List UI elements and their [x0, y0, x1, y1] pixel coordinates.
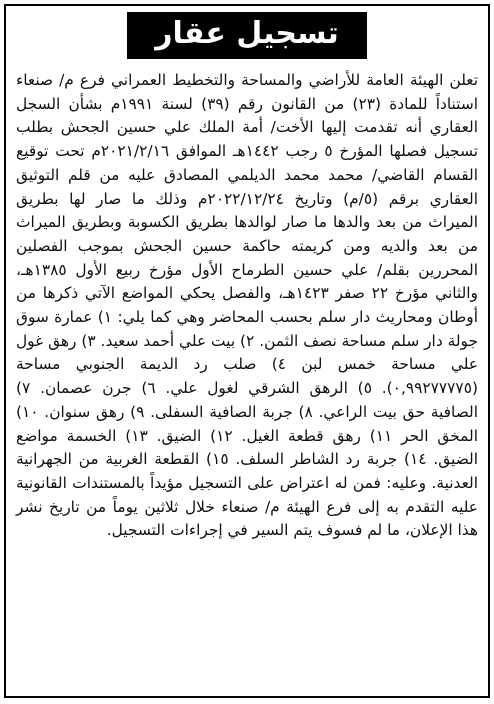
notice-body: تعلن الهيئة العامة للأراضي والمساحة والتخطيط العمراني فرع م/ صنعاء استناداً للمادة (٢٣) من القانون رقم (٣٩) لسنة ١٩٩١م بشأن السجل العقاري أنه تقدمت إليها الأخت/ أمة الملك علي حسين الجحش بطلب تسجيل فصلها المؤرخ ٥ رجب ١٤٤٢هـ الموافق ٢٠٢١/٢/١٦م تحت توقيع القسام القاضي/ محمد محمد الديلمي المصادق عليه من قلم التوثيق العقاري برقم (٥/م) وتاريخ ٢٠٢٢/١٢/٢٤م وذلك ما صار لها بطريق الميراث من بعد والدها ما صار لوالدها بطريق الكسوبة وبطريق الميراث من بعد والديه ومن كريمته حاكمة حسين الجحش بموجب الفصلين المحررين بقلم/ علي حسين الطرماح الأول مؤرخ ربيع الأول ١٣٨٥هـ، والثاني مؤرخ ٢٢ صفر ١٤٢٣هـ، والفصل يحكي المواضع الآتي ذكرها من أوطان ومحاريث دار سلم بحسب المحاضر وهي كما يلي: ١) عمارة سوق جولة دار سلم مساحة نصف الثمن. ٢) بيت علي أحمد سعيد. ٣) رهق غول علي مساحة خمس لبن ٤) صلب رد الديمة الجنوبي مساحة (٠,٩٩٢٧٧٧٧٥). ٥) الرهق الشرقي لغول علي. ٦) جرن عصمان. ٧) الصافية حق بيت الراعي. ٨) جربة الصافية السفلى. ٩) رهق سنوان. ١٠) المخق الحر ١١) رهق قطعة الغيل. ١٢) الضيق. ١٣) الخسمة مواضع الضيق. ١٤) جربة رد الشاطر السلف. ١٥) القطعة الغربية من الجهرانية العدنية. وعليه: فمن له اعتراض على التسجيل مؤيداً بالمستندات القانونية عليه التقدم به إلى فرع الهيئة م/ صنعاء خلال ثلاثين يوماً من تاريخ نشر هذا الإعلان، ما لم فسوف يتم السير في إجراءات التسجيل. — [16, 71, 479, 540]
title-banner — [16, 12, 478, 59]
notice-title: تسجيل عقار — [127, 12, 367, 59]
notice-frame — [4, 4, 490, 698]
